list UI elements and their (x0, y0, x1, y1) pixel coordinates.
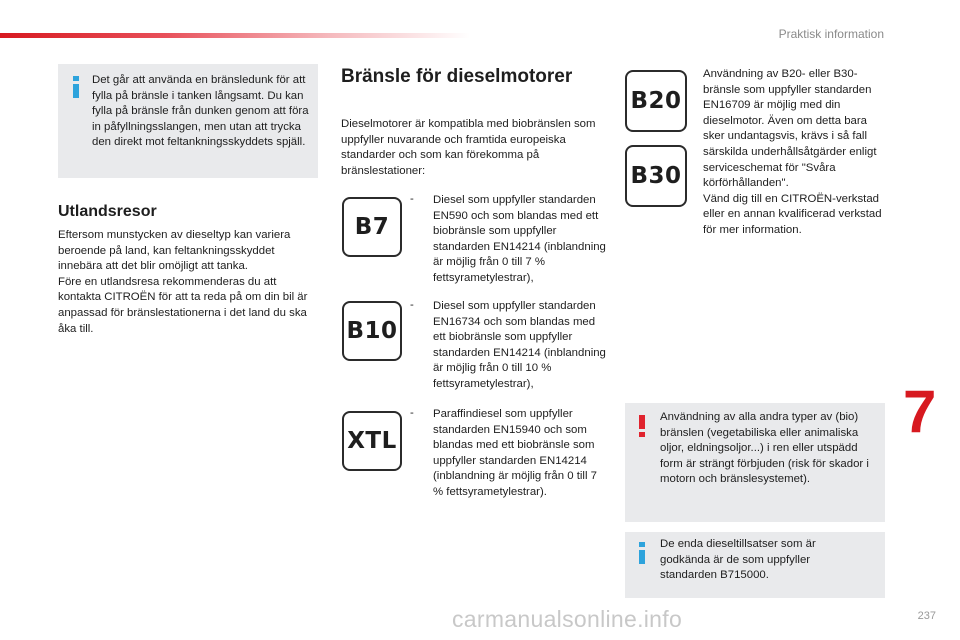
list-item-b10: Diesel som uppfyller standarden EN16734 och som blandas med ett biobränsle som uppfyller standarden EN14214 (inblandning är möjlig från 0 till 10 % fettsyrametylestrar), (433, 300, 606, 390)
list-item-xtl: Paraffindiesel som uppfyller standarden EN15940 och som blandas med ett biobränsle som uppfyller standarden EN14214 (inblandning är möjlig från 0 till 7 % fettsyrametylestrar). (433, 408, 597, 498)
fuel-label-b20: B20 (625, 70, 687, 132)
list-dash: - (410, 299, 414, 311)
header-accent-bar (0, 33, 470, 38)
warning-box (625, 403, 885, 522)
section-title: Praktisk information (778, 27, 884, 41)
fuel-label-b10: B10 (342, 301, 402, 361)
fuel-label-xtl: XTL (342, 411, 402, 471)
warning-box-text: Användning av alla andra typer av (bio) bränslen (vegetabiliska eller animaliska oljor, eldningsoljor...) i ren eller utspädd form är strängt förbjuden (risk för skador i motorn och bränslesystemet). (660, 411, 869, 486)
info-box-additives-text: De enda dieseltillsatser som är godkända är de som uppfyller standarden B715000. (660, 538, 816, 582)
list-dash: - (410, 193, 414, 205)
chapter-number: 7 (903, 378, 937, 445)
fuel-label-b30: B30 (625, 145, 687, 207)
warning-icon (639, 415, 645, 437)
heading-diesel: Bränsle för dieselmotorer (341, 66, 573, 87)
page-number: 237 (917, 610, 936, 622)
info-box-text: Det går att använda en bränsledunk för att fylla på bränsle i tanken långsamt. Du kan fylla på bränsle från dunken genom att föra in påfyllningsslangen, men utan att trycka den direkt mot feltankningsskyddets spjäll. (92, 74, 309, 149)
info-icon (73, 76, 79, 98)
list-dash: - (410, 407, 414, 419)
paragraph-utlandsresor: Eftersom munstycken av dieseltyp kan variera beroende på land, kan feltankningsskyddet innebära att det blir omöjligt att tanka. Före en utlandsresa rekommenderas du att kontakta CITROËN för att ta reda på om din bil är anpassad för bränslestationerna i det land du ska åka till. (58, 229, 308, 335)
watermark: carmanualsonline.info (452, 606, 683, 632)
paragraph-b20-b30: Användning av B20- eller B30-bränsle som uppfyller standarden EN16709 är möjlig med din dieselmotor. Även om detta bara sker undantagsvis, krävs i så fall särskilda underhållsåtgärder enligt serviceschemat för "Svåra körförhållanden". Vänd dig till en CITROËN-verkstad eller en annan kvalificerad verkstad för mer information. (703, 68, 882, 236)
paragraph-intro: Dieselmotorer är kompatibla med biobränslen som uppfyller nuvarande och framtida europeiska standarder och som kan förekomma på bränslestationer: (341, 118, 596, 177)
heading-utlandsresor: Utlandsresor (58, 203, 157, 220)
list-item-b7: Diesel som uppfyller standarden EN590 och som blandas med ett biobränsle som uppfyller standarden EN14214 (inblandning är möjlig från 0 till 7 % fettsyrametylestrar), (433, 194, 606, 284)
info-icon (639, 542, 645, 564)
info-box-fuel-can (58, 64, 318, 178)
fuel-label-b7: B7 (342, 197, 402, 257)
info-box-additives (625, 532, 885, 598)
